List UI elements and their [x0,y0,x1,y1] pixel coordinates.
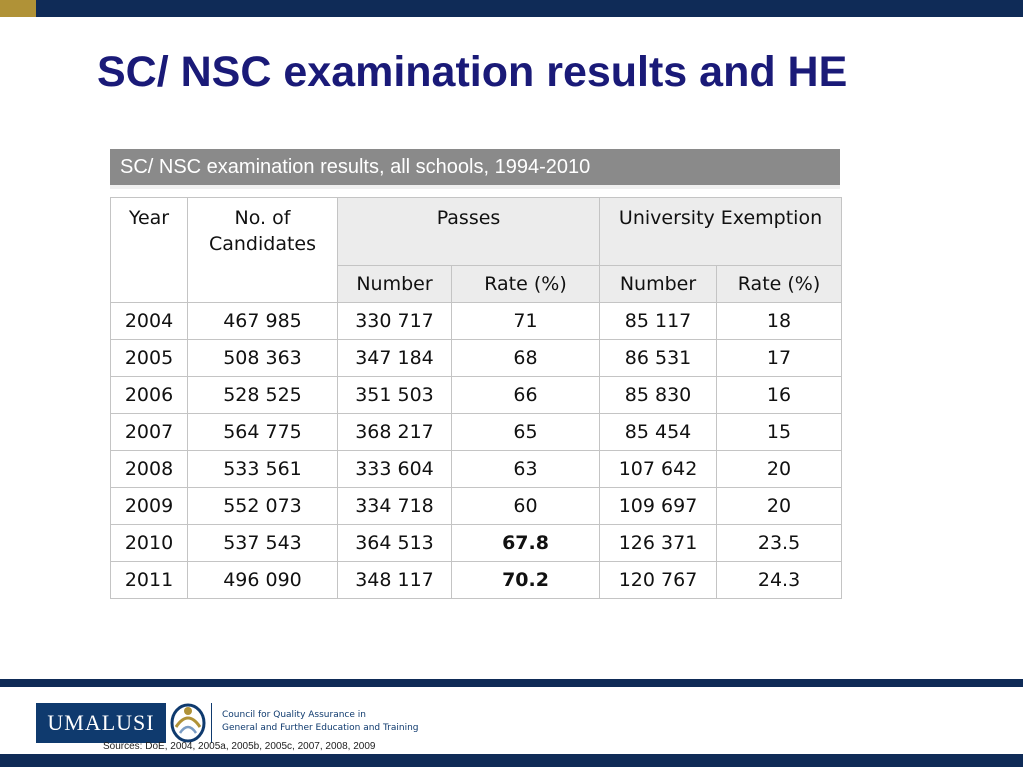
cell-exemption-rate: 20 [717,488,842,525]
table-row [111,340,842,377]
cell-pass-rate: 63 [452,451,600,488]
results-table [110,197,842,599]
cell-exemption-number: 85 454 [600,414,717,451]
cell-exemption-number: 107 642 [600,451,717,488]
cell-exemption-number: 126 371 [600,525,717,562]
cell-pass-rate: 66 [452,377,600,414]
cell-exemption-number: 109 697 [600,488,717,525]
header-passes: Passes [338,198,600,266]
cell-exemption-rate: 20 [717,451,842,488]
cell-candidates: 508 363 [188,340,338,377]
cell-pass-rate: 65 [452,414,600,451]
cell-candidates: 467 985 [188,303,338,340]
table-caption: SC/ NSC examination results, all schools, 1994-2010 [120,156,591,178]
bottom-bar [0,754,1023,767]
table-caption-band [110,149,840,189]
cell-exemption-rate: 24.3 [717,562,842,599]
cell-year: 2009 [111,488,188,525]
cell-exemption-rate: 15 [717,414,842,451]
cell-candidates: 528 525 [188,377,338,414]
umalusi-emblem-icon [168,699,208,745]
cell-year: 2006 [111,377,188,414]
cell-pass-rate: 67.8 [452,525,600,562]
logo-divider [211,703,212,743]
organisation-line-1: Council for Quality Assurance in [222,710,366,720]
cell-year: 2010 [111,525,188,562]
organisation-name [222,709,419,735]
table-row [111,562,842,599]
sources-note: Sources: DoE, 2004, 2005a, 2005b, 2005c, 2007, 2008, 2009 [103,741,376,752]
header-candidates: No. of Candidates [188,198,338,303]
header-exemption-rate: Rate (%) [717,266,842,303]
table-row [111,451,842,488]
cell-pass-number: 347 184 [338,340,452,377]
top-bar [0,0,1023,17]
cell-pass-rate: 71 [452,303,600,340]
cell-exemption-rate: 18 [717,303,842,340]
cell-exemption-number: 120 767 [600,562,717,599]
cell-pass-rate: 70.2 [452,562,600,599]
cell-year: 2007 [111,414,188,451]
cell-candidates: 533 561 [188,451,338,488]
slide-title: SC/ NSC examination results and HE [97,48,848,96]
table-row [111,377,842,414]
cell-exemption-rate: 16 [717,377,842,414]
header-exemption-number: Number [600,266,717,303]
cell-pass-number: 348 117 [338,562,452,599]
cell-candidates: 552 073 [188,488,338,525]
umalusi-logo: UMALUSI [36,703,166,743]
header-university-exemption: University Exemption [600,198,842,266]
cell-exemption-number: 85 830 [600,377,717,414]
cell-exemption-number: 85 117 [600,303,717,340]
table-row [111,525,842,562]
cell-candidates: 564 775 [188,414,338,451]
table-row [111,414,842,451]
cell-year: 2011 [111,562,188,599]
cell-exemption-number: 86 531 [600,340,717,377]
top-accent [0,0,36,17]
table-row [111,488,842,525]
header-year: Year [111,198,188,303]
cell-exemption-rate: 23.5 [717,525,842,562]
table-row [111,303,842,340]
cell-pass-number: 333 604 [338,451,452,488]
organisation-line-2: General and Further Education and Training [222,723,419,733]
cell-pass-number: 364 513 [338,525,452,562]
cell-candidates: 537 543 [188,525,338,562]
cell-candidates: 496 090 [188,562,338,599]
cell-year: 2004 [111,303,188,340]
cell-year: 2005 [111,340,188,377]
cell-pass-rate: 60 [452,488,600,525]
cell-pass-number: 368 217 [338,414,452,451]
footer-rule [0,679,1023,687]
header-passes-number: Number [338,266,452,303]
cell-pass-rate: 68 [452,340,600,377]
cell-pass-number: 330 717 [338,303,452,340]
cell-pass-number: 334 718 [338,488,452,525]
cell-exemption-rate: 17 [717,340,842,377]
cell-year: 2008 [111,451,188,488]
cell-pass-number: 351 503 [338,377,452,414]
header-passes-rate: Rate (%) [452,266,600,303]
